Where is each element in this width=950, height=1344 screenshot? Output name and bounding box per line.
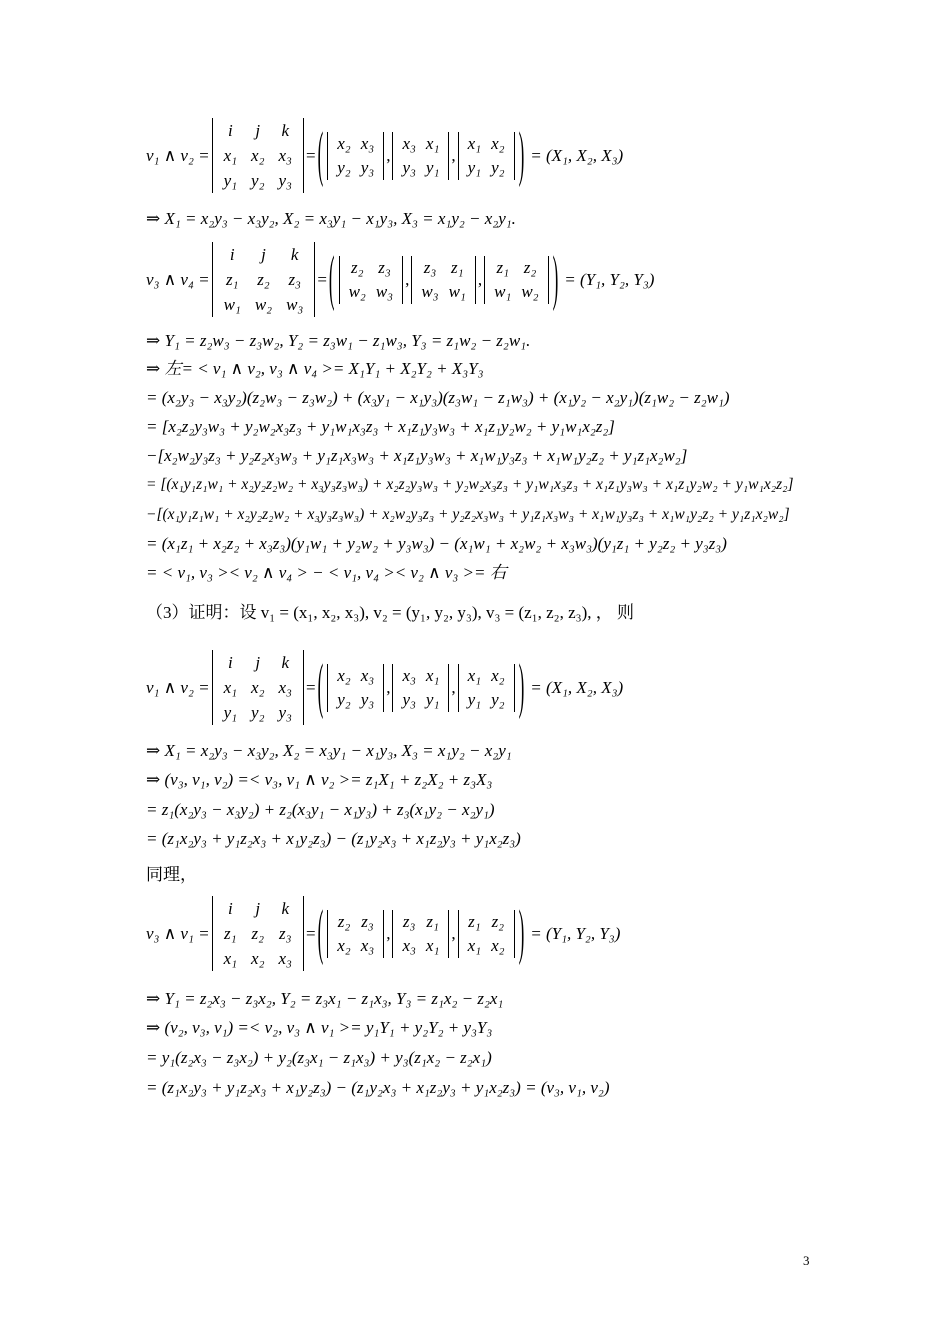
equation-line: = (z₁x₂y₃ + y₁z₂x₃ + x₁y₂z₃) − (z₁y₂x₃ + x₁z₂y₃ + y₁x₂z₃) — [146, 829, 521, 848]
determinant — [212, 650, 304, 725]
matrix-entry: i — [227, 121, 233, 140]
matrix-entry: w₃ — [421, 281, 439, 301]
matrix-entry: j — [255, 121, 261, 140]
matrix-entry: y₃ — [360, 157, 375, 177]
matrix-entry: x₂ — [491, 133, 505, 153]
equation-line: ⇒ 左= < v₁ ∧ v₂, v₃ ∧ v₄ >= X₁Y₁ + X₂Y₂ + X₃Y₃ — [146, 359, 484, 378]
matrix-entry: y₂ — [251, 703, 265, 722]
matrix-entry: w₂ — [521, 281, 539, 301]
matrix-entry: j — [261, 245, 266, 264]
matrix-entry: x₂ — [337, 935, 351, 955]
equation-result: = (Y₁, Y₂, Y₃) — [530, 923, 621, 943]
equation-lhs: v₁ ∧ v₂ = — [146, 145, 210, 165]
matrix-entry: i — [227, 899, 233, 918]
matrix-entry: w₁ — [223, 295, 241, 314]
matrix-entry: y₃ — [278, 171, 292, 190]
equation-line: ⇒ X₁ = x₂y₃ − x₃y₂, X₂ = x₃y₁ − x₁y₃, X₃ = x₁y₂ − x₂y₁. — [146, 209, 516, 228]
matrix-entry: y₃ — [402, 157, 416, 177]
matrix-entry: x₃ — [360, 935, 375, 955]
equation-v3-wedge-v4: v₃ ∧ v₄ = i j k z₁ z₂ z₃ w₁ w₂ w₃ = ( z₂ z₃ w₂ w₃ , z₃ z₁ w₃ w₁ , z₁ z₂ w₁ w₂ ) = (Y₁, Y₂, Y₃) — [146, 242, 654, 317]
equation-v1-wedge-v2: v₁ ∧ v₂ = i j k x₁ x₂ x₃ y₁ y₂ y₃ = ( x₂ x₃ y₂ y₃ , x₃ x₁ y₃ y₁ , x₁ x₂ y₁ y₂ ) = (X₁, X₂, X₃) — [146, 118, 623, 193]
matrix-entry: z₃ — [361, 911, 374, 931]
matrix-entry: x₁ — [425, 665, 440, 685]
matrix-entry: z₁ — [450, 257, 464, 277]
matrix-entry: x₂ — [337, 665, 351, 685]
matrix-entry: x₃ — [278, 949, 292, 968]
matrix-entry: x₂ — [251, 949, 265, 968]
matrix-entry: y₂ — [491, 157, 505, 177]
minor-determinant — [339, 256, 404, 304]
matrix-entry: x₃ — [360, 665, 375, 685]
equation-line: = (x₂y₃ − x₃y₂)(z₂w₃ − z₃w₂) + (x₃y₁ − x₁y₃)(z₃w₁ − z₁w₃) + (x₁y₂ − x₂y₁)(z₁w₂ − z₂w₁) — [146, 388, 730, 407]
matrix-entry: y₂ — [337, 157, 351, 177]
equation-lhs: v₁ ∧ v₂ = — [146, 677, 210, 697]
matrix-entry: i — [227, 653, 233, 672]
minor-determinant — [411, 256, 476, 304]
equation-line: = < v₁, v₃ >< v₂ ∧ v₄ > − < v₁, v₄ >< v₂ ∧ v₃ >= 右 — [146, 563, 507, 582]
determinant — [212, 896, 304, 971]
equation-v3-wedge-v1: v₃ ∧ v₁ = i j k z₁ z₂ z₃ x₁ x₂ x₃ = ( z₂ z₃ x₂ x₃ , z₃ z₁ x₃ x₁ , z₁ z₂ x₁ x₂ ) = (Y₁, Y₂, Y₃) — [146, 896, 620, 971]
matrix-entry: k — [290, 245, 299, 264]
minor-determinant — [327, 132, 384, 180]
matrix-entry: j — [255, 899, 261, 918]
matrix-entry: z₁ — [225, 270, 239, 289]
equation-lhs: v₃ ∧ v₁ = — [146, 923, 210, 943]
matrix-entry: y₁ — [467, 689, 482, 709]
matrix-entry: x₃ — [278, 678, 292, 697]
minor-determinant — [392, 910, 449, 958]
matrix-entry: z₁ — [496, 257, 509, 277]
matrix-entry: z₁ — [224, 924, 237, 943]
minor-determinant — [484, 256, 549, 304]
matrix-entry: z₂ — [257, 270, 270, 289]
matrix-entry: y₂ — [251, 171, 265, 190]
page-number: 3 — [803, 1253, 810, 1268]
matrix-entry: z₁ — [468, 911, 481, 931]
matrix-entry: x₁ — [223, 146, 238, 165]
matrix-entry: z₃ — [423, 257, 437, 277]
matrix-entry: y₃ — [278, 703, 292, 722]
minor-determinant — [392, 132, 449, 180]
matrix-entry: x₁ — [425, 935, 440, 955]
equation-line: = [(x₁y₁z₁w₁ + x₂y₂z₂w₂ + x₃y₃z₃w₃) + x₂z₂y₃w₃ + y₂w₂x₃z₃ + y₁w₁x₃z₃ + x₁z₁y₃w₃ + x₁z₁y₂w₂ + y₁w₁x₂z₂] — [146, 476, 794, 493]
minor-determinant — [458, 664, 515, 712]
proof-part-3-intro: （3）证明：设 v₁ = (x₁, x₂, x₃), v₂ = (y₁, y₂, y₃), v₃ = (z₁, z₂, z₃), ， 则 — [146, 603, 634, 622]
minor-determinant — [458, 910, 515, 958]
matrix-entry: i — [229, 245, 235, 264]
matrix-entry: j — [255, 653, 261, 672]
equation-line: = (x₁z₁ + x₂z₂ + x₃z₃)(y₁w₁ + y₂w₂ + y₃w₃) − (x₁w₁ + x₂w₂ + x₃w₃)(y₁z₁ + y₂z₂ + y₃z₃) — [146, 534, 727, 553]
matrix-entry: z₁ — [426, 911, 439, 931]
matrix-entry: x₂ — [251, 678, 265, 697]
matrix-entry: x₂ — [337, 133, 351, 153]
matrix-entry: y₁ — [223, 703, 238, 722]
matrix-entry: z₂ — [350, 257, 364, 277]
similarly-label: 同理， — [146, 865, 197, 884]
minor-determinant — [392, 664, 449, 712]
matrix-entry: y₁ — [425, 157, 440, 177]
matrix-entry: w₁ — [448, 281, 466, 301]
matrix-entry: x₃ — [402, 935, 416, 955]
matrix-entry: x₁ — [467, 665, 482, 685]
matrix-entry: w₃ — [375, 281, 394, 301]
matrix-entry: z₂ — [523, 257, 537, 277]
equation-line: −[(x₁y₁z₁w₁ + x₂y₂z₂w₂ + x₃y₃z₃w₃) + x₂w₂y₃z₃ + y₂z₂x₃w₃ + y₁z₁x₃w₃ + x₁w₁y₃z₃ + x₁w₁y₂z₂ + y₁z₁x₂w₂] — [146, 506, 790, 523]
equation-line: ⇒ Y₁ = z₂w₃ − z₃w₂, Y₂ = z₃w₁ − z₁w₃, Y₃ = z₁w₂ − z₂w₁. — [146, 331, 531, 350]
equation-line: = [x₂z₂y₃w₃ + y₂w₂x₃z₃ + y₁w₁x₃z₃ + x₁z₁y₃w₃ + x₁z₁y₂w₂ + y₁w₁x₂z₂] — [146, 417, 615, 436]
matrix-entry: z₂ — [251, 924, 265, 943]
matrix-entry: x₂ — [251, 146, 265, 165]
matrix-entry: k — [281, 121, 290, 140]
equation-line: = z₁(x₂y₃ − x₃y₂) + z₂(x₃y₁ − x₁y₃) + z₃(x₁y₂ − x₂y₁) — [146, 800, 495, 819]
equation-line: −[x₂w₂y₃z₃ + y₂z₂x₃w₃ + y₁z₁x₃w₃ + x₁z₁y₃w₃ + x₁w₁y₃z₃ + x₁w₁y₂z₂ + y₁z₁x₂w₂] — [146, 446, 688, 465]
matrix-entry: x₁ — [425, 133, 440, 153]
equation-line: = (z₁x₂y₃ + y₁z₂x₃ + x₁y₂z₃) − (z₁y₂x₃ + x₁z₂y₃ + y₁x₂z₃) = (v₃, v₁, v₂) — [146, 1078, 610, 1097]
matrix-entry: x₁ — [223, 678, 238, 697]
matrix-entry: x₃ — [402, 133, 416, 153]
matrix-entry: y₁ — [467, 157, 482, 177]
matrix-entry: x₁ — [467, 133, 482, 153]
matrix-entry: y₁ — [425, 689, 440, 709]
equation-line: ⇒ (v₃, v₁, v₂) =< v₃, v₁ ∧ v₂ >= z₁X₁ + z₂X₂ + z₃X₃ — [146, 770, 493, 789]
equation-result: = (X₁, X₂, X₃) — [530, 677, 624, 697]
determinant — [212, 118, 304, 193]
matrix-entry: x₃ — [278, 146, 292, 165]
matrix-entry: z₃ — [288, 270, 301, 289]
equation-result: = (Y₁, Y₂, Y₃) — [564, 269, 655, 289]
matrix-entry: w₃ — [286, 295, 304, 314]
matrix-entry: y₁ — [223, 171, 238, 190]
equation-v1-wedge-v2-part3: v₁ ∧ v₂ = i j k x₁ x₂ x₃ y₁ y₂ y₃ = ( x₂ x₃ y₂ y₃ , x₃ x₁ y₃ y₁ , x₁ x₂ y₁ y₂ ) = (X₁, X₂, X₃) — [146, 650, 623, 725]
minor-determinant — [327, 910, 384, 958]
equation-lhs: v₃ ∧ v₄ = — [146, 269, 210, 289]
equation-line: ⇒ Y₁ = z₂x₃ − z₃x₂, Y₂ = z₃x₁ − z₁x₃, Y₃ = z₁x₂ − z₂x₁ — [146, 989, 504, 1008]
matrix-entry: x₂ — [491, 665, 505, 685]
matrix-entry: x₁ — [223, 949, 238, 968]
equation-result: = (X₁, X₂, X₃) — [530, 145, 624, 165]
equation-line: ⇒ X₁ = x₂y₃ − x₃y₂, X₂ = x₃y₁ − x₁y₃, X₃ = x₁y₂ − x₂y₁ — [146, 741, 512, 760]
matrix-entry: x₂ — [491, 935, 505, 955]
matrix-entry: w₂ — [254, 295, 273, 314]
determinant — [212, 242, 316, 317]
matrix-entry: k — [281, 653, 290, 672]
matrix-entry: k — [281, 899, 290, 918]
matrix-entry: z₂ — [337, 911, 351, 931]
matrix-entry: x₃ — [402, 665, 416, 685]
matrix-entry: w₁ — [494, 281, 512, 301]
equation-line: ⇒ (v₂, v₃, v₁) =< v₂, v₃ ∧ v₁ >= y₁Y₁ + y₂Y₂ + y₃Y₃ — [146, 1018, 493, 1037]
matrix-entry: z₃ — [378, 257, 391, 277]
matrix-entry: z₂ — [491, 911, 505, 931]
matrix-entry: x₁ — [467, 935, 482, 955]
matrix-entry: y₃ — [360, 689, 375, 709]
matrix-entry: y₂ — [337, 689, 351, 709]
matrix-entry: w₂ — [348, 281, 366, 301]
matrix-entry: y₂ — [491, 689, 505, 709]
matrix-entry: z₃ — [402, 911, 416, 931]
equation-line: = y₁(z₂x₃ − z₃x₂) + y₂(z₃x₁ − z₁x₃) + y₃(z₁x₂ − z₂x₁) — [146, 1048, 492, 1067]
minor-determinant — [327, 664, 384, 712]
matrix-entry: z₃ — [278, 924, 292, 943]
minor-determinant — [458, 132, 515, 180]
matrix-entry: x₃ — [360, 133, 375, 153]
matrix-entry: y₃ — [402, 689, 416, 709]
